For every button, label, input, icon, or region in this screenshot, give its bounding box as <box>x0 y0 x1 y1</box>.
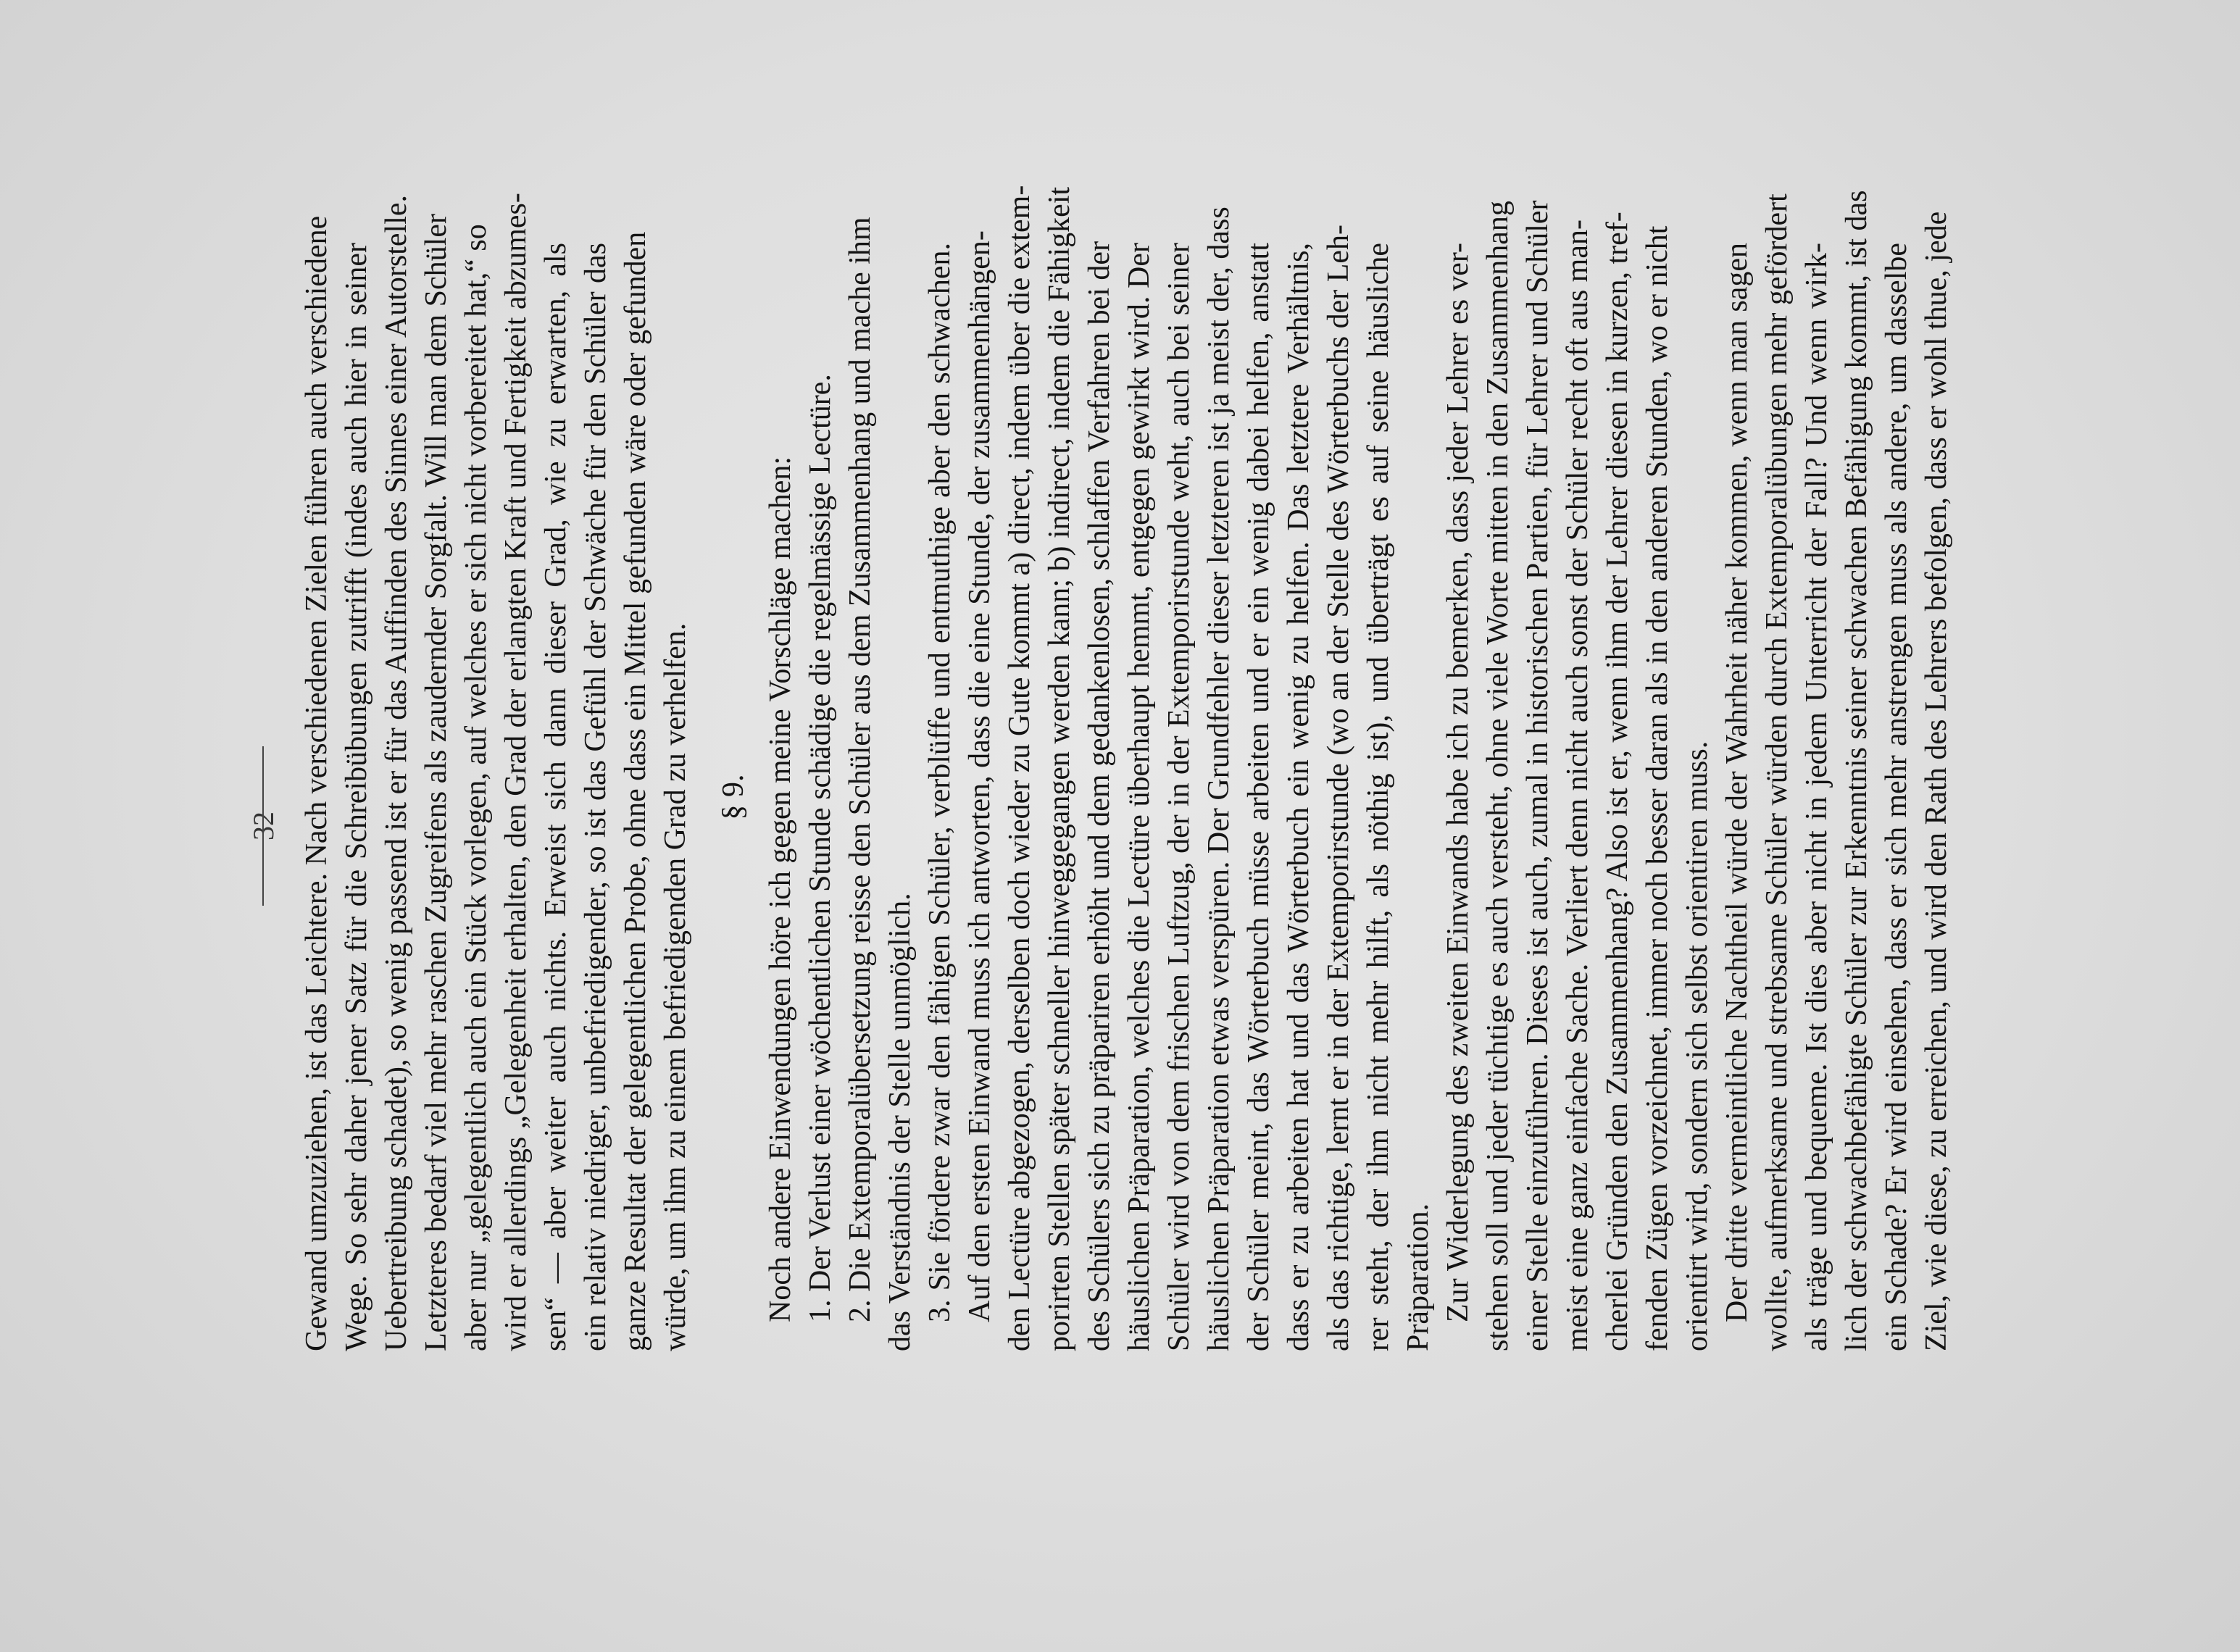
text-line: cherlei Gründen den Zusammenhang? Also ist er, wenn ihm der Lehrer diesen in kurzen, tref- <box>1601 212 1634 1351</box>
text-line: Auf den ersten Einwand muss ich antworten, dass die eine Stunde, der zusammenhängen- <box>963 230 996 1322</box>
text-line: meist eine ganz einfache Sache. Verliert denn nicht auch sonst der Schüler recht oft aus man- <box>1561 220 1594 1351</box>
text-line: aber nur „gelegentlich auch ein Stück vorlegen, auf welches er sich nicht vorbereitet hat,“ so <box>459 224 493 1351</box>
text-line: stehen soll und jeder tüchtige es auch versteht, ohne viele Worte mitten in den Zusammenhang <box>1481 201 1515 1351</box>
text-line: 1. Der Verlust einer wöchentlichen Stunde schädige die regelmässige Lectüre. <box>804 374 837 1322</box>
text-line: porirten Stellen später schneller hinweggegangen werden kann; b) indirect, indem die Fähigkeit <box>1043 186 1076 1351</box>
text-line: den Lectüre abgezogen, derselben doch wieder zu Gute kommt a) direct, indem über die extem- <box>1003 185 1036 1351</box>
text-line: Gewand umzuziehen, ist das Leichtere. Nach verschiedenen Zielen führen auch verschiedene <box>300 215 333 1351</box>
text-line: Präparation. <box>1402 1203 1435 1351</box>
text-line: Wege. So sehr daher jener Satz für die Schreibübungen zutrifft (indes auch hier in seiner <box>340 243 373 1351</box>
text-line: Der dritte vermeintliche Nachtheil würde der Wahrheit näher kommen, wenn man sagen <box>1720 243 1754 1322</box>
text-line: Zur Widerlegung des zweiten Einwands habe ich zu bemerken, dass jeder Lehrer es ver- <box>1441 243 1475 1322</box>
text-line: Noch andere Einwendungen höre ich gegen meine Vorschläge machen: <box>764 456 797 1322</box>
text-line: häuslichen Präparation etwas verspüren. Der Grundfehler dieser letzteren ist ja meist der, dass <box>1202 206 1236 1351</box>
text-line: 2. Die Extemporalübersetzung reisse den Schüler aus dem Zusammenhang und mache ihm <box>844 217 877 1322</box>
text-line: als das richtige, lernt er in der Extemporirstunde (wo an der Stelle des Wörterbuchs der Leh- <box>1322 224 1355 1351</box>
text-line: orientirt wird, sondern sich selbst orientiren muss. <box>1681 741 1714 1351</box>
text-line: 3. Sie fördere zwar den fähigen Schüler, verblüffe und entmuthige aber den schwachen. <box>923 243 957 1322</box>
text-line: wird er allerdings „Gelegenheit erhalten, den Grad der erlangten Kraft und Fertigkeit abzumes- <box>499 193 533 1351</box>
text-line: rer steht, der ihm nicht mehr hilft, als nöthig ist), und überträgt es auf seine häusliche <box>1362 243 1395 1351</box>
header-rule <box>262 746 264 906</box>
text-line: als träge und bequeme. Ist dies aber nicht in jedem Unterricht der Fall? Und wenn wirk- <box>1800 243 1833 1351</box>
section-heading: § 9. <box>717 774 750 820</box>
text-line: ein Schade? Er wird einsehen, dass er sich mehr anstrengen muss als andere, um dasselbe <box>1880 243 1913 1351</box>
text-line: einer Stelle einzuführen. Dieses ist auch, zumal in historischen Partien, für Lehrer und Schüler <box>1521 200 1554 1351</box>
text-line: lich der schwachbefähigte Schüler zur Erkenntnis seiner schwachen Befähigung kommt, ist das <box>1840 190 1873 1351</box>
text-line: wollte, aufmerksame und strebsame Schüler würden durch Extemporalübungen mehr gefördert <box>1760 193 1794 1351</box>
text-line: Ziel, wie diese, zu erreichen, und wird den Rath des Lehrers befolgen, dass er wohl thue, jede <box>1920 211 1953 1351</box>
text-line: häuslichen Präparation, welches die Lectüre überhaupt hemmt, entgegen gewirkt wird. Der <box>1123 243 1156 1351</box>
text-line: des Schülers sich zu präpariren erhöht und dem gedankenlosen, schlaffen Verfahren bei der <box>1083 241 1116 1351</box>
text-line: der Schüler meint, das Wörterbuch müsse arbeiten und er ein wenig dabei helfen, anstatt <box>1242 243 1275 1351</box>
text-line: ein relativ niedriger, unbefriedigender, so ist das Gefühl der Schwäche für den Schüler das <box>579 243 612 1351</box>
text-line: dass er zu arbeiten hat und das Wörterbuch ein wenig zu helfen. Das letztere Verhältnis, <box>1282 243 1315 1351</box>
text-line: ganze Resultat der gelegentlichen Probe, ohne dass ein Mittel gefunden wäre oder gefunden <box>619 231 652 1351</box>
text-line: würde, um ihm zu einem befriedigenden Grad zu verhelfen. <box>659 622 692 1351</box>
text-line: Schüler wird von dem frischen Luftzug, der in der Extemporirstunde weht, auch bei seiner <box>1162 243 1196 1351</box>
text-line: sen“ — aber weiter auch nichts. Erweist sich dann dieser Grad, wie zu erwarten, als <box>539 243 573 1351</box>
text-line: das Verständnis der Stelle unmöglich. <box>883 893 917 1351</box>
page-number: 32 <box>247 812 280 840</box>
text-line: fenden Zügen vorzeichnet, immer noch besser daran als in den anderen Stunden, wo er nicht <box>1641 225 1674 1351</box>
text-line: Uebertreibung schadet), so wenig passend ist er für das Auffinden des Sinnes einer Autorstelle. <box>380 195 413 1351</box>
text-line: Letzteres bedarf viel mehr raschen Zugreifens als zaudernder Sorgfalt. Will man dem Schüler <box>420 214 453 1351</box>
